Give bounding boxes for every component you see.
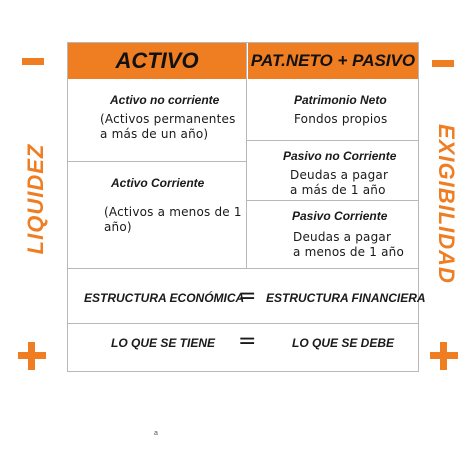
activo-row-divider bbox=[68, 161, 246, 162]
pasivo-no-corriente-title: Pasivo no Corriente bbox=[283, 149, 397, 163]
header-activo-label: ACTIVO bbox=[115, 48, 199, 73]
table-bottom-divider bbox=[68, 268, 418, 269]
liquidez-minus-icon bbox=[22, 58, 44, 65]
exigibilidad-label: EXIGIBILIDAD bbox=[434, 124, 459, 284]
equals-sign-1: = bbox=[238, 284, 257, 309]
pasivo-no-corriente-text-2: a más de 1 año bbox=[290, 183, 386, 197]
patrimonio-neto-text-1: Fondos propios bbox=[294, 112, 388, 126]
estructura-financiera-label: ESTRUCTURA FINANCIERA bbox=[266, 291, 426, 305]
activo-corriente-title: Activo Corriente bbox=[111, 176, 205, 190]
footnote-mark: a bbox=[154, 430, 158, 437]
pasivo-corriente-text-2: a menos de 1 año bbox=[293, 245, 405, 259]
activo-no-corriente-title: Activo no corriente bbox=[110, 93, 220, 107]
header-pasivo-label: PAT.NETO + PASIVO bbox=[250, 51, 416, 70]
pasivo-corriente-text-1: Deudas a pagar bbox=[293, 230, 392, 244]
activo-no-corriente-text-1: (Activos permanentes bbox=[100, 112, 236, 126]
patrimonio-neto-title: Patrimonio Neto bbox=[294, 93, 387, 107]
header-activo bbox=[68, 43, 246, 79]
estructura-economica-label: ESTRUCTURA ECONÓMICA bbox=[84, 291, 245, 305]
pasivo-corriente-title: Pasivo Corriente bbox=[292, 209, 388, 223]
liquidez-label: LIQUIDEZ bbox=[23, 143, 48, 255]
lo-que-se-tiene-label: LO QUE SE TIENE bbox=[111, 336, 216, 350]
pasivo-no-corriente-text-1: Deudas a pagar bbox=[290, 168, 389, 182]
lo-que-se-debe-label: LO QUE SE DEBE bbox=[292, 336, 395, 350]
exigibilidad-minus-icon bbox=[432, 60, 454, 67]
activo-no-corriente-text-2: a más de un año) bbox=[100, 127, 209, 141]
equals-sign-2: = bbox=[238, 329, 257, 354]
exigibilidad-plus-icon bbox=[430, 342, 458, 370]
liquidez-plus-icon bbox=[18, 342, 46, 370]
equation-divider-top bbox=[68, 323, 418, 324]
column-divider bbox=[246, 43, 247, 268]
pasivo-row-divider-1 bbox=[246, 140, 418, 141]
activo-corriente-text-1: (Activos a menos de 1 bbox=[104, 205, 242, 219]
header-pasivo bbox=[248, 43, 418, 79]
activo-corriente-text-2: año) bbox=[104, 220, 132, 234]
pasivo-row-divider-2 bbox=[246, 200, 418, 201]
